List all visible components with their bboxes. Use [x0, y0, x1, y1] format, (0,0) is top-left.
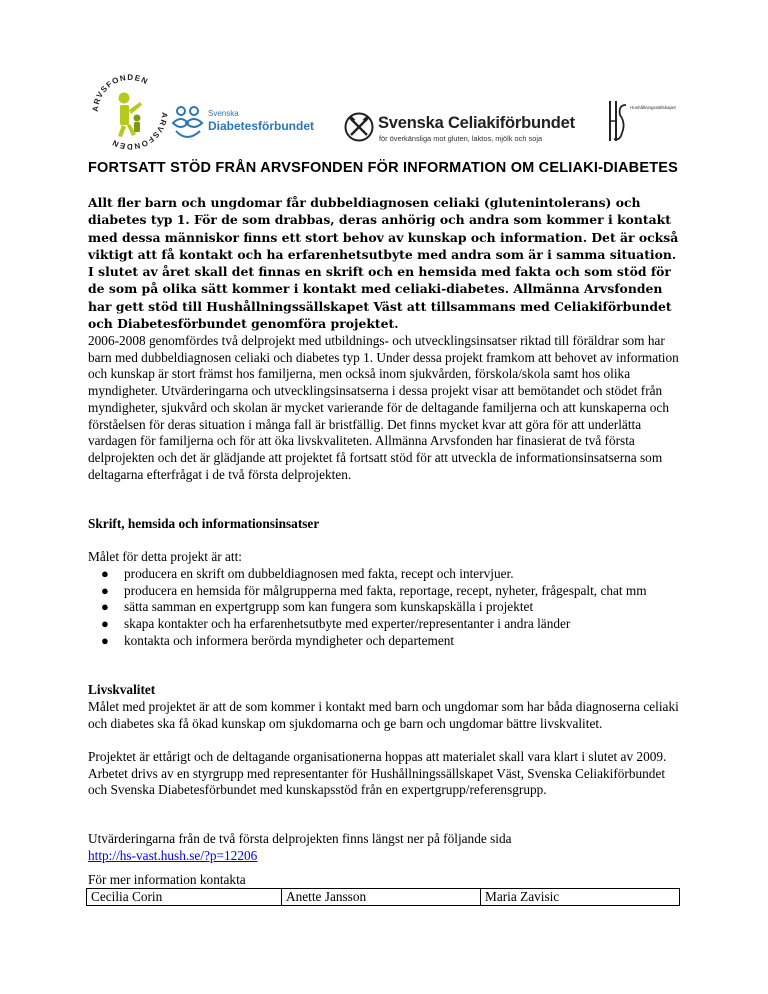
hushallningssallskapet-logo	[606, 97, 682, 147]
intro-paragraph: Allt fler barn och ungdomar får dubbeldiagnosen celiaki (glutenintolerans) och diabetes typ 1. För de som drabbas, deras anhörig och andra som kommer i kontakt med dessa människor finns ett stort behov av kunskap och information. Det är också viktigt att få kontakt och ha erfarenhetsutbyte med andra som är i samma situation. I slutet av året skall det finnas en skrift och en hemsida med fakta och som stöd för de som på olika sätt kommer i kontakt med celiaki-diabetes. Allmänna Arvsfonden har gett stöd till Hushållningssällskapet Väst att tillsammans med Celiakiförbundet och Diabetesförbundet genomföra projektet.	[88, 195, 679, 332]
section-heading-skrift: Skrift, hemsida och informationsinsatser	[88, 516, 320, 531]
document-title: FORTSATT STÖD FRÅN ARVSFONDEN FÖR INFORMATION OM CELIAKI-DIABETES	[88, 160, 679, 176]
goals-list	[88, 566, 682, 650]
background-paragraph: 2006-2008 genomfördes två delprojekt med utbildnings- och utvecklingsinsatser riktad till föräldrar som har barn med dubbeldiagnosen celiaki och diabetes typ 1. Under dessa projekt framkom att behovet av information och kunskap är stort främst hos familjerna, men också inom sjukvården, förskola/skola samt hos olika myndigheter. Utvärderingarna och utvecklingsinsatserna i dessa projekt visar att bemötandet och stödet från myndigheter, sjukvård och skolan är mycket varierande för de deltagande familjerna och att kunskaperna och förståelsen för deras situation i många fall är bristfällig. Det finns mycket kvar att göra för att underlätta vardagen för familjerna och för att öka livskvaliteten. Allmänna Arvsfonden har finasierat de två första delprojekten och det är glädjande att projektet få fortsatt stöd för att utveckla de informationsinsatserna som deltagarna efterfrågat i de två första delprojekten.	[88, 333, 679, 482]
livskvalitet-paragraph-1: Målet med projektet är att de som kommer i kontakt med barn och ungdomar som har båda diagnoserna celiaki och diabetes ska få ökad kunskap om sjukdomarna och ge barn och ungdomar bättre livskvalitet.	[88, 699, 679, 731]
bullet-icon: ●	[101, 582, 109, 598]
contacts-table	[86, 888, 680, 906]
goal-intro: Målet för detta projekt är att:	[88, 549, 242, 564]
section-heading-livskvalitet: Livskvalitet	[88, 682, 156, 697]
goal-text: producera en skrift om dubbeldiagnosen med fakta, recept och intervjuer.	[124, 566, 514, 581]
arvsfonden-logo	[88, 70, 172, 154]
contact-intro: För mer information kontakta	[88, 872, 246, 887]
evaluation-text: Utvärderingarna från de två första delprojekten finns längst ner på följande sida	[88, 831, 512, 846]
bullet-icon: ●	[101, 566, 109, 581]
arvsfonden-ring-text-2: ARVSFONDEN	[110, 111, 170, 152]
crossed-utensils-logo	[344, 112, 374, 142]
contact-name-cell: Maria Zavisic	[481, 889, 680, 906]
contact-name-cell: Anette Jansson	[282, 889, 481, 906]
celiaki-forbundet-logo	[344, 108, 576, 148]
list-item	[88, 599, 682, 616]
evaluation-link[interactable]: http://hs-vast.hush.se/?p=12206	[88, 847, 258, 863]
list-item	[88, 566, 682, 583]
bullet-icon: ●	[101, 599, 109, 615]
list-item	[88, 633, 682, 650]
livskvalitet-paragraph-2: Projektet är ettårigt och de deltagande organisationerna hoppas att materialet skall vara klart i slutet av 2009. Arbetet drivs av en styrgrupp med representanter för Hushållningssällskapet Väst, Svenska Celiakiförbundet och Svenska Diabetesförbundet med kunskapsstöd från en expertgrupp/referensgrupp.	[88, 749, 667, 798]
celiaki-logo-name: Svenska Celiakiförbundet	[378, 114, 575, 132]
contact-name-cell: Cecilia Corin	[87, 889, 282, 906]
evaluation-paragraph	[88, 831, 682, 864]
arvsfonden-figure-logo	[88, 70, 172, 154]
goal-text: sätta samman en expertgrupp som kan fungera som kunskapskälla i projektet	[124, 599, 534, 615]
logo-row	[88, 0, 682, 160]
list-item	[88, 616, 682, 633]
diabetes-logo-line1: Svenska	[208, 109, 239, 118]
bullet-icon: ●	[101, 616, 109, 632]
goal-text: producera en hemsida för målgrupperna med fakta, reportage, recept, nyheter, frågespalt, chat mm	[124, 582, 647, 598]
goal-text: kontakta och informera berörda myndigheter och departement	[124, 632, 455, 648]
list-item	[88, 583, 682, 600]
diabetes-logo-line2: Diabetesförbundet	[208, 119, 315, 133]
arvsfonden-ring-text: ARVSFONDEN	[90, 72, 150, 113]
diabetes-figures-logo	[170, 103, 206, 143]
diabetes-forbundet-logo	[170, 103, 320, 143]
goal-text: skapa kontakter och ha erfarenhetsutbyte med experter/representanter i andra länder	[124, 616, 571, 632]
bullet-icon: ●	[101, 632, 109, 648]
hs-logo-text: Hushållningssällskapet	[630, 105, 676, 110]
hs-monogram-logo	[606, 97, 630, 147]
table-row	[87, 889, 680, 906]
celiaki-logo-tagline: för överkänsliga mot gluten, laktos, mjölk och soja	[379, 134, 543, 143]
